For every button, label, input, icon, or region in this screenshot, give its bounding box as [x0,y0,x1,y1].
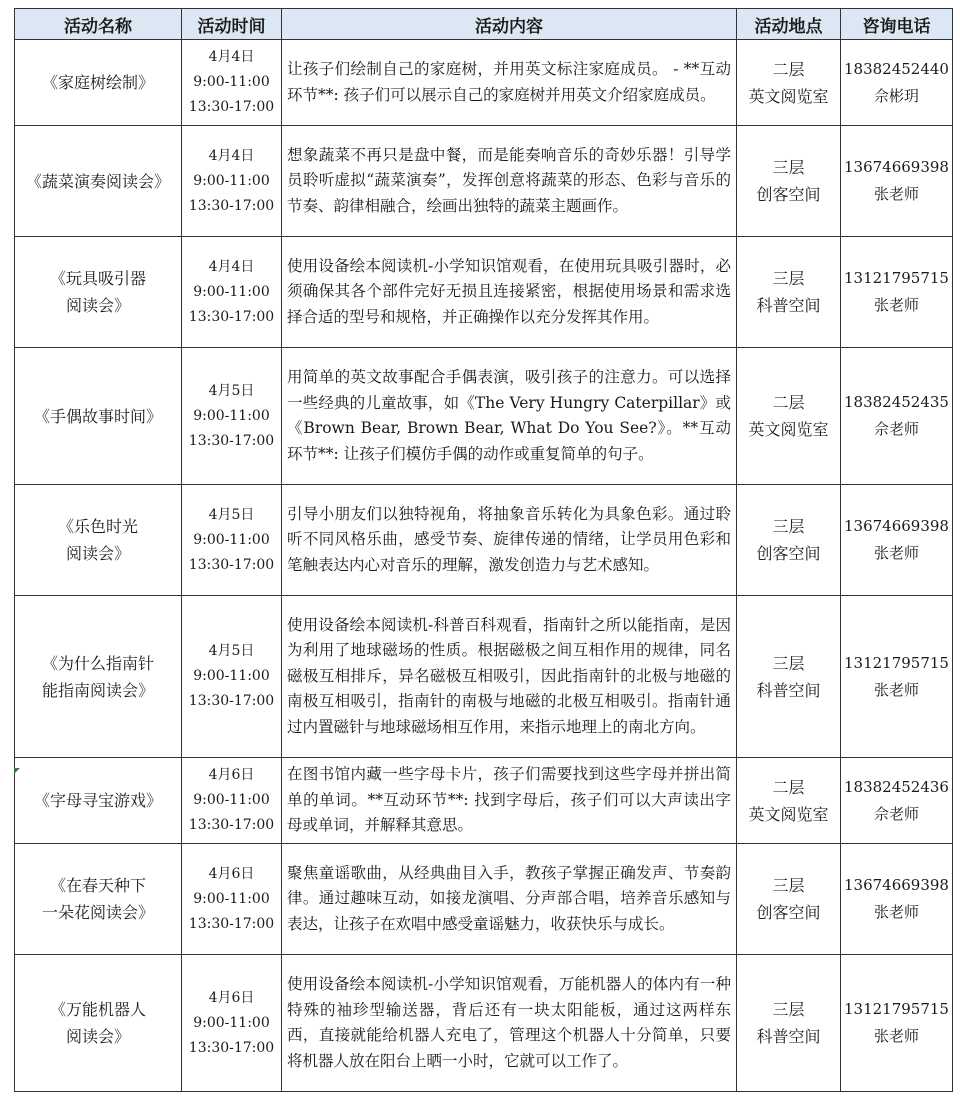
table-row [15,596,953,758]
table-row [15,758,953,844]
activity-date: 4月4日 [208,258,255,275]
activity-content-cell [282,40,737,126]
activity-time-afternoon: 13:30-17:00 [188,308,275,325]
contact-person: 张老师 [873,680,919,699]
contact-cell [841,955,953,1092]
activity-name-line: 《字母寻宝游戏》 [33,791,162,810]
location-room: 英文阅览室 [748,86,829,106]
header-row [15,9,953,40]
activity-location-cell [737,40,841,126]
location-room: 创客空间 [756,544,821,563]
location-room: 创客空间 [756,903,821,922]
activity-time-afternoon: 13:30-17:00 [188,817,275,833]
location-room: 科普空间 [756,680,821,700]
contact-person: 张老师 [873,296,919,314]
contact-cell [841,596,953,758]
contact-phone: 13121795715 [844,269,949,287]
activity-description: 使用设备绘本阅读机-小学知识馆观看，万能机器人的体内有一种特殊的袖珍型输送器，背后还有一块太阳能板，通过这两样东西，直接就能给机器人充电了，管理这个机器人十分简单，只要将机器人放在阳台上晒一小时，它就可以工作了。 [287,975,731,1070]
activity-date: 4月6日 [208,865,255,882]
header-activity-time: 活动时间 [182,9,282,40]
activity-time-morning: 9:00-11:00 [193,407,270,424]
table-row [15,485,953,596]
activity-name-line: 阅读会》 [65,544,130,563]
activity-description: 让孩子们绘制自己的家庭树，并用英文标注家庭成员。 - **互动环节**: 孩子们可以展示自己的家庭树并用英文介绍家庭成员。 [287,60,731,104]
activity-time-morning: 9:00-11:00 [193,283,270,300]
header-contact-phone: 咨询电话 [841,9,953,40]
activity-time-cell [182,40,282,126]
contact-person: 张老师 [873,544,919,562]
activity-time-morning: 9:00-11:00 [193,792,270,808]
contact-phone: 13674669398 [844,517,949,535]
contact-phone: 13121795715 [844,1000,949,1018]
activity-content-cell [282,758,737,844]
contact-cell [841,237,953,348]
activity-name-cell [15,348,182,485]
activity-time-morning: 9:00-11:00 [193,668,270,684]
activity-name-cell [15,955,182,1092]
contact-cell [841,126,953,237]
contact-cell [841,40,953,126]
activity-time-cell [182,485,282,596]
activity-location-cell [737,758,841,844]
location-floor: 三层 [772,517,805,536]
activity-name-line: 能指南阅读会》 [41,680,154,700]
activity-name-line: 阅读会》 [65,1027,130,1046]
activity-name-cell [15,237,182,348]
header-activity-name: 活动名称 [15,9,182,40]
activity-name-line: 《手偶故事时间》 [33,406,162,426]
activity-name-line: 一朵花阅读会》 [41,903,154,922]
activity-time-cell [182,758,282,844]
table-row [15,348,953,485]
activity-name-line: 《乐色时光 [57,517,138,536]
activity-location-cell [737,348,841,485]
activity-time-cell [182,955,282,1092]
activity-date: 4月5日 [208,506,255,523]
contact-phone: 18382452440 [844,59,949,78]
contact-cell [841,348,953,485]
activity-time-cell [182,348,282,485]
contact-phone: 18382452435 [844,393,949,411]
activity-location-cell [737,596,841,758]
contact-cell [841,758,953,844]
contact-phone: 13674669398 [844,158,949,176]
activity-name-line: 《万能机器人 [49,1000,146,1019]
activity-time-afternoon: 13:30-17:00 [188,99,275,115]
contact-person: 佘彬玥 [873,86,919,105]
header-activity-location: 活动地点 [737,9,841,40]
activity-time-afternoon: 13:30-17:00 [188,432,275,449]
activity-name-line: 《在春天种下 [49,876,146,895]
contact-cell [841,844,953,955]
activity-time-afternoon: 13:30-17:00 [188,1039,275,1056]
contact-person: 佘老师 [873,420,919,438]
activity-time-morning: 9:00-11:00 [193,890,270,907]
location-floor: 三层 [772,876,805,895]
activity-date: 4月6日 [208,989,255,1006]
location-floor: 二层 [772,393,805,412]
location-floor: 三层 [772,269,805,288]
activity-time-afternoon: 13:30-17:00 [188,556,275,573]
activity-content-cell [282,955,737,1092]
activity-time-morning: 9:00-11:00 [193,1014,270,1031]
location-floor: 二层 [772,777,805,797]
activity-time-cell [182,844,282,955]
activity-schedule-table [14,8,953,1092]
activity-name-line: 《蔬菜演奏阅读会》 [25,171,170,191]
location-floor: 三层 [772,653,805,673]
contact-person: 张老师 [873,1027,919,1045]
activity-time-afternoon: 13:30-17:00 [188,915,275,932]
location-floor: 三层 [772,1000,805,1019]
activity-time-cell [182,237,282,348]
activity-time-cell [182,596,282,758]
activity-name-line: 《家庭树绘制》 [41,73,154,92]
table-row [15,237,953,348]
activity-time-cell [182,126,282,237]
contact-phone: 13674669398 [844,876,949,894]
activity-content-cell [282,596,737,758]
header-activity-content: 活动内容 [282,9,737,40]
location-room: 英文阅览室 [748,804,829,824]
activity-time-morning: 9:00-11:00 [193,531,270,548]
activity-content-cell [282,844,737,955]
activity-time-morning: 9:00-11:00 [193,172,270,189]
location-room: 创客空间 [756,185,821,204]
activity-location-cell [737,485,841,596]
activity-date: 4月5日 [208,643,255,659]
contact-cell [841,485,953,596]
activity-name-cell [15,40,182,126]
contact-person: 佘老师 [873,804,919,823]
activity-name-cell [15,126,182,237]
activity-description: 想象蔬菜不再只是盘中餐，而是能奏响音乐的奇妙乐器！引导学员聆听虚拟“蔬菜演奏”，发挥创意将蔬菜的形态、色彩与音乐的节奏、韵律相融合，绘画出独特的蔬菜主题画作。 [287,145,731,215]
activity-location-cell [737,237,841,348]
activity-content-cell [282,485,737,596]
contact-phone: 18382452436 [844,777,949,796]
activity-description: 使用设备绘本阅读机-小学知识馆观看，在使用玩具吸引器时，必须确保其各个部件完好无损且连接紧密，根据使用场景和需求选择合适的型号和规格，并正确操作以充分发挥其作用。 [287,256,731,326]
table-row [15,844,953,955]
activity-date: 4月4日 [208,49,255,65]
activity-time-afternoon: 13:30-17:00 [188,197,275,214]
activity-description: 聚焦童谣歌曲，从经典曲目入手，教孩子掌握正确发声、节奏韵律。通过趣味互动，如接龙演唱、分声部合唱，培养音乐感知与表达，让孩子在欢唱中感受童谣魅力，收获快乐与成长。 [287,863,731,933]
activity-location-cell [737,844,841,955]
table-row [15,40,953,126]
activity-description: 在图书馆内藏一些字母卡片，孩子们需要找到这些字母并拼出简单的单词。**互动环节**: 找到字母后，孩子们可以大声读出字母或单词，并解释其意思。 [287,765,731,835]
activity-date: 4月5日 [208,382,255,399]
activity-location-cell [737,126,841,237]
location-room: 科普空间 [756,1027,821,1046]
activity-date: 4月6日 [208,767,255,783]
activity-content-cell [282,348,737,485]
table-row [15,126,953,237]
activity-description: 用简单的英文故事配合手偶表演，吸引孩子的注意力。可以选择一些经典的儿童故事，如《The Very Hungry Caterpillar》或《Brown Bear, Brown Bear, What Do You See?》。**互动环节**: 让孩子们模仿手偶的动作或重复简单的句子。 [287,368,731,463]
contact-person: 张老师 [873,185,919,203]
activity-time-morning: 9:00-11:00 [193,74,270,90]
contact-phone: 13121795715 [844,653,949,672]
activity-name-line: 阅读会》 [65,296,130,315]
table-row [15,955,953,1092]
contact-person: 张老师 [873,903,919,921]
location-floor: 二层 [772,59,805,79]
activity-time-afternoon: 13:30-17:00 [188,693,275,709]
location-room: 英文阅览室 [748,420,829,439]
activity-name-cell [15,844,182,955]
location-floor: 三层 [772,158,805,177]
activity-name-cell [15,596,182,758]
activity-name-line: 《玩具吸引器 [49,269,146,288]
activity-name-cell [15,485,182,596]
activity-name-line: 《为什么指南针 [41,653,154,673]
cell-comment-marker [14,768,20,774]
activity-description: 引导小朋友们以独特视角，将抽象音乐转化为具象色彩。通过聆听不同风格乐曲，感受节奏、旋律传递的情绪，让学员用色彩和笔触表达内心对音乐的理解，激发创造力与艺术感知。 [287,504,731,574]
location-room: 科普空间 [756,296,821,315]
activity-description: 使用设备绘本阅读机-科普百科观看，指南针之所以能指南，是因为利用了地球磁场的性质。根据磁极之间互相作用的规律，同名磁极互相排斥，异名磁极互相吸引，因此指南针的北极与地磁的南极互相吸引，指南针的南极与地磁的北极互相吸引。指南针通过内置磁针与地球磁场相互作用，来指示地理上的南北方向。 [287,615,731,736]
activity-name-cell [15,758,182,844]
activity-content-cell [282,126,737,237]
activity-date: 4月4日 [208,147,255,164]
activity-location-cell [737,955,841,1092]
activity-content-cell [282,237,737,348]
